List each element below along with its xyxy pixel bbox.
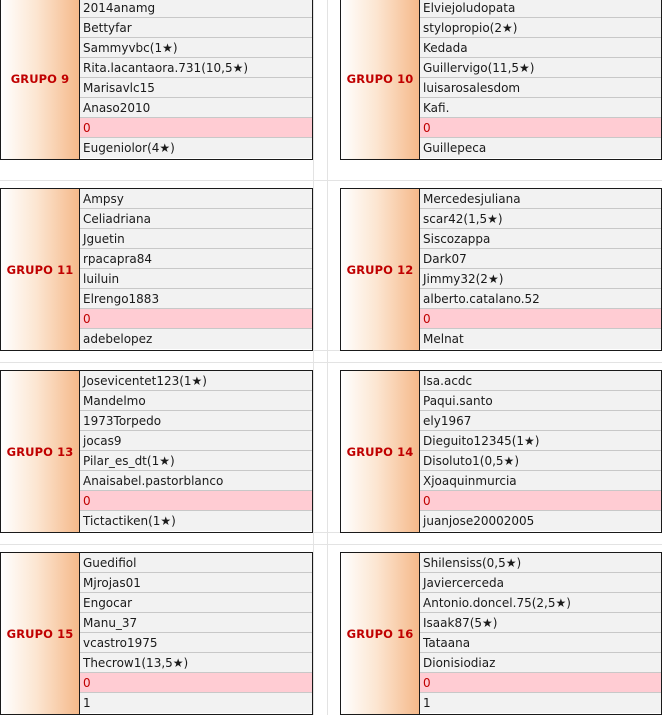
member-list bbox=[420, 371, 661, 532]
member-cell[interactable]: Bettyfar bbox=[80, 18, 312, 38]
member-list bbox=[80, 189, 312, 350]
member-cell[interactable]: 0 bbox=[80, 118, 312, 138]
member-cell[interactable]: Elrengo1883 bbox=[80, 289, 312, 309]
group-block bbox=[340, 188, 662, 351]
member-list bbox=[80, 0, 312, 159]
member-cell[interactable]: Pilar_es_dt(1★) bbox=[80, 451, 312, 471]
member-cell[interactable]: Xjoaquinmurcia bbox=[420, 471, 661, 491]
member-list bbox=[80, 371, 312, 532]
member-cell[interactable]: Marisavlc15 bbox=[80, 78, 312, 98]
member-cell[interactable]: Sammyvbc(1★) bbox=[80, 38, 312, 58]
member-cell[interactable]: 1 bbox=[420, 693, 661, 713]
member-cell[interactable]: Antonio.doncel.75(2,5★) bbox=[420, 593, 661, 613]
member-cell[interactable]: Jimmy32(2★) bbox=[420, 269, 661, 289]
member-cell[interactable]: 0 bbox=[420, 309, 661, 329]
member-cell[interactable]: 0 bbox=[420, 118, 661, 138]
member-cell[interactable]: Mjrojas01 bbox=[80, 573, 312, 593]
group-label: GRUPO 15 bbox=[1, 553, 80, 714]
group-block bbox=[340, 370, 662, 533]
grid-line bbox=[0, 544, 662, 545]
group-label: GRUPO 10 bbox=[341, 0, 420, 159]
member-cell[interactable]: Jguetin bbox=[80, 229, 312, 249]
member-cell[interactable]: Tictactiken(1★) bbox=[80, 511, 312, 531]
member-cell[interactable]: 0 bbox=[80, 673, 312, 693]
member-cell[interactable]: Kedada bbox=[420, 38, 661, 58]
member-cell[interactable]: Anaisabel.pastorblanco bbox=[80, 471, 312, 491]
grid-line bbox=[0, 362, 662, 363]
member-cell[interactable]: Mandelmo bbox=[80, 391, 312, 411]
member-cell[interactable]: adebelopez bbox=[80, 329, 312, 349]
member-cell[interactable]: stylopropio(2★) bbox=[420, 18, 661, 38]
member-cell[interactable]: Guillepeca bbox=[420, 138, 661, 158]
member-cell[interactable]: Shilensiss(0,5★) bbox=[420, 553, 661, 573]
member-cell[interactable]: Manu_37 bbox=[80, 613, 312, 633]
member-cell[interactable]: Eugeniolor(4★) bbox=[80, 138, 312, 158]
member-cell[interactable]: 0 bbox=[80, 491, 312, 511]
member-cell[interactable]: Javiercerceda bbox=[420, 573, 661, 593]
member-list bbox=[420, 189, 661, 350]
member-cell[interactable]: Anaso2010 bbox=[80, 98, 312, 118]
member-cell[interactable]: alberto.catalano.52 bbox=[420, 289, 661, 309]
member-cell[interactable]: rpacapra84 bbox=[80, 249, 312, 269]
group-label: GRUPO 11 bbox=[1, 189, 80, 350]
member-cell[interactable]: Guillervigo(11,5★) bbox=[420, 58, 661, 78]
group-block bbox=[340, 0, 662, 160]
member-cell[interactable]: Thecrow1(13,5★) bbox=[80, 653, 312, 673]
group-label: GRUPO 9 bbox=[1, 0, 80, 159]
member-cell[interactable]: Guedifiol bbox=[80, 553, 312, 573]
member-cell[interactable]: scar42(1,5★) bbox=[420, 209, 661, 229]
member-cell[interactable]: Engocar bbox=[80, 593, 312, 613]
grid-line bbox=[0, 180, 662, 181]
member-cell[interactable]: Melnat bbox=[420, 329, 661, 349]
member-cell[interactable]: Celiadriana bbox=[80, 209, 312, 229]
group-label: GRUPO 16 bbox=[341, 553, 420, 714]
member-cell[interactable]: 1 bbox=[80, 693, 312, 713]
member-cell[interactable]: Disoluto1(0,5★) bbox=[420, 451, 661, 471]
member-cell[interactable]: 2014anamg bbox=[80, 0, 312, 18]
member-cell[interactable]: 0 bbox=[420, 673, 661, 693]
group-block bbox=[0, 0, 313, 160]
member-cell[interactable]: 0 bbox=[420, 491, 661, 511]
member-cell[interactable]: Ampsy bbox=[80, 189, 312, 209]
member-cell[interactable]: Rita.lacantaora.731(10,5★) bbox=[80, 58, 312, 78]
member-cell[interactable]: Paqui.santo bbox=[420, 391, 661, 411]
member-cell[interactable]: Dieguito12345(1★) bbox=[420, 431, 661, 451]
member-cell[interactable]: Dionisiodiaz bbox=[420, 653, 661, 673]
member-cell[interactable]: Siscozappa bbox=[420, 229, 661, 249]
member-cell[interactable]: luiluin bbox=[80, 269, 312, 289]
member-cell[interactable]: Mercedesjuliana bbox=[420, 189, 661, 209]
grid-line bbox=[313, 0, 314, 715]
group-block bbox=[0, 188, 313, 351]
member-cell[interactable]: Kafi. bbox=[420, 98, 661, 118]
member-list bbox=[420, 0, 661, 159]
member-cell[interactable]: luisarosalesdom bbox=[420, 78, 661, 98]
member-list bbox=[80, 553, 312, 714]
member-cell[interactable]: Dark07 bbox=[420, 249, 661, 269]
member-cell[interactable]: Isaak87(5★) bbox=[420, 613, 661, 633]
group-label: GRUPO 14 bbox=[341, 371, 420, 532]
group-block bbox=[0, 552, 313, 715]
member-cell[interactable]: 1973Torpedo bbox=[80, 411, 312, 431]
member-cell[interactable]: ely1967 bbox=[420, 411, 661, 431]
member-cell[interactable]: juanjose20002005 bbox=[420, 511, 661, 531]
member-cell[interactable]: Elviejoludopata bbox=[420, 0, 661, 18]
member-cell[interactable]: jocas9 bbox=[80, 431, 312, 451]
group-block bbox=[340, 552, 662, 715]
group-label: GRUPO 13 bbox=[1, 371, 80, 532]
member-list bbox=[420, 553, 661, 714]
group-block bbox=[0, 370, 313, 533]
member-cell[interactable]: vcastro1975 bbox=[80, 633, 312, 653]
member-cell[interactable]: Tataana bbox=[420, 633, 661, 653]
group-label: GRUPO 12 bbox=[341, 189, 420, 350]
member-cell[interactable]: 0 bbox=[80, 309, 312, 329]
member-cell[interactable]: Isa.acdc bbox=[420, 371, 661, 391]
member-cell[interactable]: Josevicentet123(1★) bbox=[80, 371, 312, 391]
grid-line bbox=[327, 0, 328, 715]
